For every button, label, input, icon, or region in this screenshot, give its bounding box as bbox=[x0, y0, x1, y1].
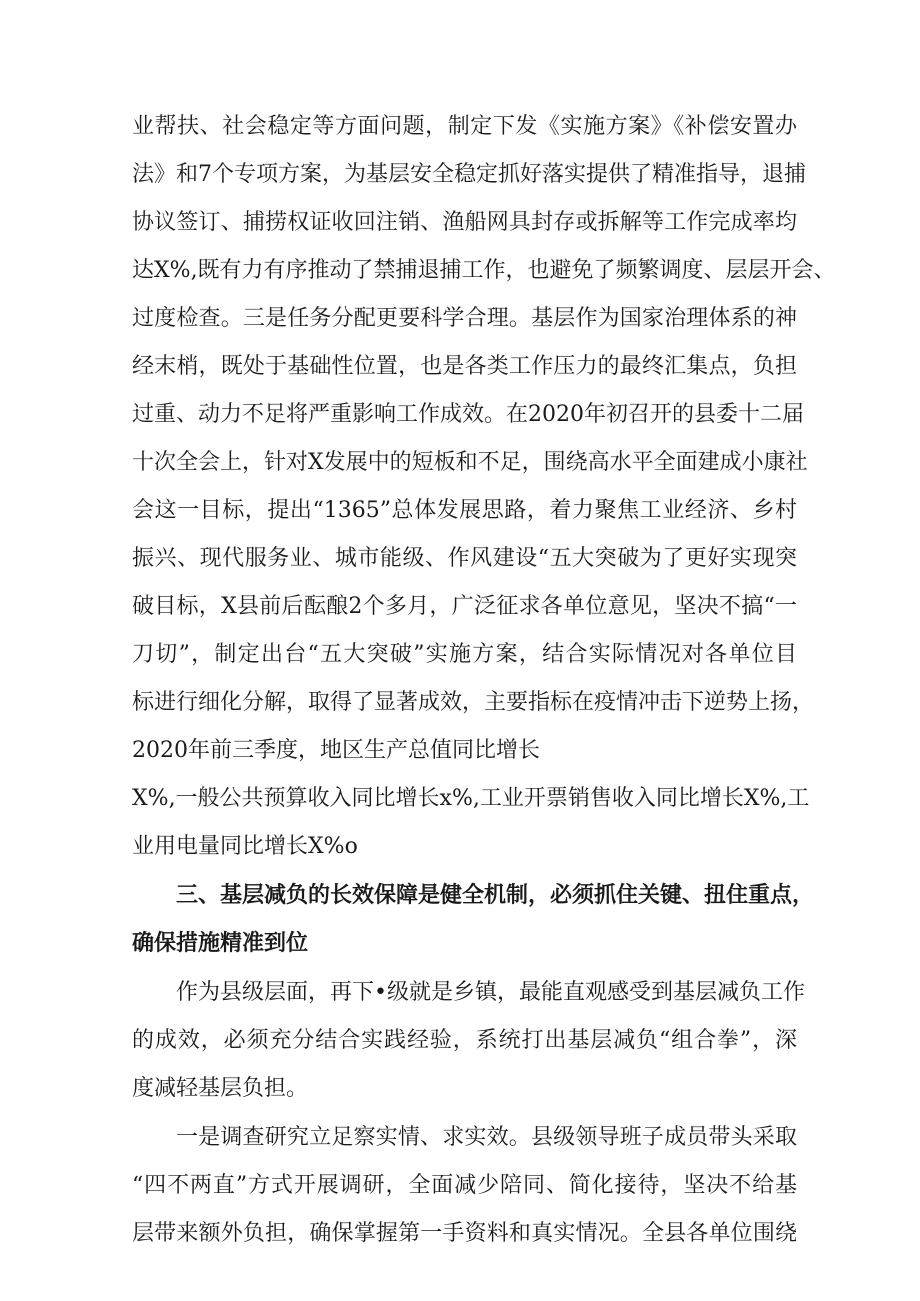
section-heading: 三、基层减负的长效保障是健全机制，必须抓住关键、扭住重点， bbox=[176, 883, 815, 908]
body-text-line: 标进行细化分解，取得了显著成效，主要指标在疫情冲击下逆势上扬， bbox=[132, 690, 815, 715]
body-text-line: X%,一般公共预算收入同比增长x%,工业开票销售收入同比增长X%,工 bbox=[132, 786, 810, 811]
body-text-line: 过度检查。三是任务分配更要科学合理。基层作为国家治理体系的神 bbox=[132, 306, 797, 331]
body-text-line: 业用电量同比增长X%o bbox=[132, 834, 358, 859]
body-text-line: 振兴、现代服务业、城市能级、作风建设“五大突破为了更好实现突 bbox=[132, 546, 797, 571]
body-text-line: 的成效，必须充分结合实践经验，系统打出基层减负“组合拳”，深 bbox=[132, 1028, 797, 1053]
body-text-line: 层带来额外负担，确保掌握第一手资料和真实情况。全县各单位围绕 bbox=[132, 1221, 797, 1246]
body-text-line: 作为县级层面，再下•级就是乡镇，最能直观感受到基层减负工作 bbox=[176, 980, 805, 1005]
body-text-line: 经末梢，既处于基础性位置，也是各类工作压力的最终汇集点，负担 bbox=[132, 354, 797, 379]
body-text-line: 刀切”，制定出台“五大突破”实施方案，结合实际情况对各单位目 bbox=[132, 642, 797, 667]
body-text-line: 业帮扶、社会稳定等方面问题，制定下发《实施方案》《补偿安置办 bbox=[132, 114, 797, 139]
body-text-line: 一是调查研究立足察实情、求实效。县级领导班子成员带头采取 bbox=[176, 1125, 797, 1150]
body-text-line: 达X%,既有力有序推动了禁捕退捕工作，也避免了频繁调度、层层开会、 bbox=[132, 258, 836, 283]
body-text-line: 破目标，X县前后酝酿2个多月，广泛征求各单位意见，坚决不搞“一 bbox=[132, 594, 797, 619]
body-text-line: 十次全会上，针对X发展中的短板和不足，围绕高水平全面建成小康社 bbox=[132, 450, 808, 475]
body-text-line: 会这一目标，提出“1365”总体发展思路，着力聚焦工业经济、乡村 bbox=[132, 498, 797, 523]
body-text-line: 度减轻基层负担。 bbox=[132, 1076, 309, 1101]
body-text-line: 协议签订、捕捞权证收回注销、渔船网具封存或拆解等工作完成率均 bbox=[132, 210, 797, 235]
section-heading: 确保措施精准到位 bbox=[132, 931, 309, 956]
body-text-line: “四不两直”方式开展调研，全面减少陪同、简化接待，坚决不给基 bbox=[132, 1173, 797, 1198]
body-text-line: 过重、动力不足将严重影响工作成效。在2020年初召开的县委十二届 bbox=[132, 402, 804, 427]
body-text-line: 法》和7个专项方案，为基层安全稳定抓好落实提供了精准指导，退捕 bbox=[132, 162, 806, 187]
body-text-line: 2020年前三季度，地区生产总值同比增长 bbox=[132, 738, 540, 763]
